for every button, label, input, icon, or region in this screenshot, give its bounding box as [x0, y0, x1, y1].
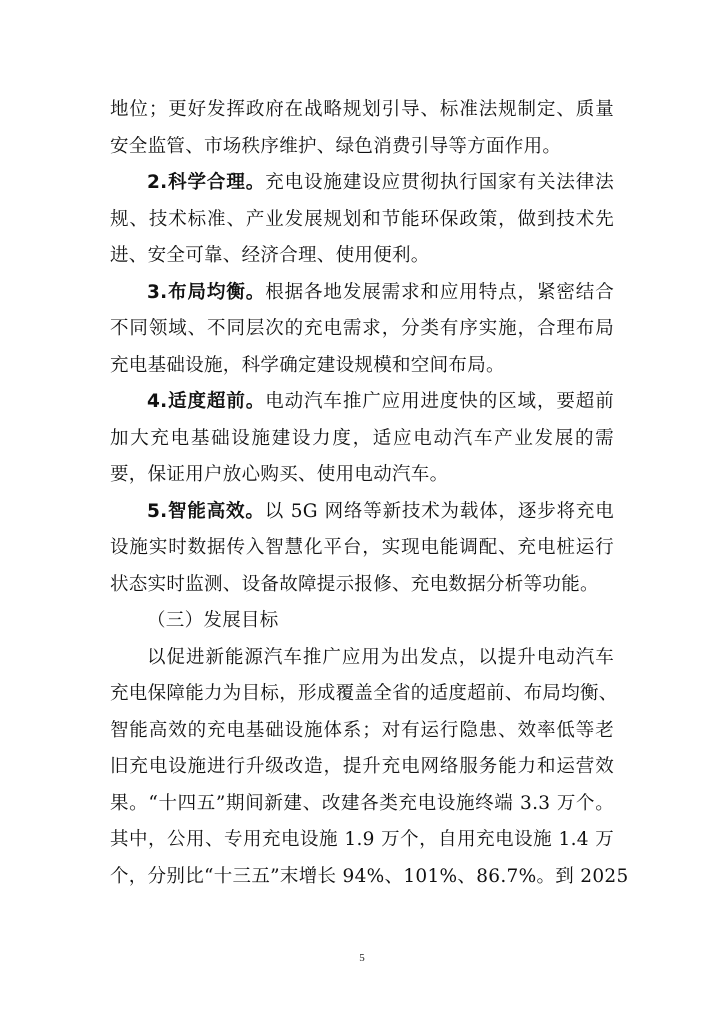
text-span: 以 5G 网络等新技术为载体，逐步将充电: [264, 500, 614, 522]
text-line: 以促进新能源汽车推广应用为出发点，以提升电动汽车: [147, 646, 614, 668]
text-line: 智能高效的充电基础设施体系；对有运行隐患、效率低等老: [110, 719, 614, 741]
principle-heading: 2.科学合理。: [147, 172, 266, 193]
page-number: 5: [359, 952, 365, 964]
text-span: 根据各地发展需求和应用特点，紧密结合: [265, 281, 614, 303]
principle-paragraph-first-line: [110, 384, 614, 421]
text-line: 安全监管、市场秩序维护、绿色消费引导等方面作用。: [110, 135, 562, 157]
text-span: 电动汽车推广应用进度快的区域，要超前: [265, 391, 614, 412]
principle-heading: 4.适度超前。: [147, 391, 266, 412]
text-span: 充电设施建设应贯彻执行国家有关法律法: [265, 172, 614, 193]
principle-paragraph-first-line: [110, 494, 614, 531]
text-line: 果。“十四五”期间新建、改建各类充电设施终端 3.3 万个。: [110, 792, 614, 814]
text-line: 充电基础设施，科学确定建设规模和空间布局。: [110, 354, 505, 376]
principle-paragraph-first-line: [110, 165, 614, 202]
text-line: 加大充电基础设施建设力度，适应电动汽车产业发展的需: [110, 427, 614, 449]
text-line: 不同领域、不同层次的充电需求，分类有序实施，合理布局: [110, 318, 614, 339]
principle-paragraph-first-line: [110, 275, 614, 312]
text-line: 进、安全可靠、经济合理、使用便利。: [110, 245, 430, 266]
text-line: 设施实时数据传入智慧化平台，实现电能调配、充电桩运行: [110, 537, 614, 558]
text-line: 规、技术标准、产业发展规划和节能环保政策，做到技术先: [110, 208, 614, 230]
text-line: 状态实时监测、设备故障提示报修、充电数据分析等功能。: [110, 573, 599, 595]
text-line: 要，保证用户放心购买、使用电动汽车。: [110, 464, 449, 485]
document-body: [110, 92, 629, 895]
text-line: 个，分别比“十三五”末增长 94%、101%、86.7%。到 2025: [110, 865, 629, 887]
text-line: 旧充电设施进行升级改造，提升充电网络服务能力和运营效: [110, 756, 614, 777]
text-line: 其中，公用、专用充电设施 1.9 万个，自用充电设施 1.4 万: [110, 829, 614, 850]
principle-heading: 5.智能高效。: [147, 500, 265, 522]
section-heading: （三）发展目标: [147, 610, 279, 631]
text-line: 充电保障能力为目标，形成覆盖全省的适度超前、布局均衡、: [110, 683, 618, 704]
principle-heading: 3.布局均衡。: [147, 281, 266, 303]
text-line: 地位；更好发挥政府在战略规划引导、标准法规制定、质量: [110, 99, 614, 120]
